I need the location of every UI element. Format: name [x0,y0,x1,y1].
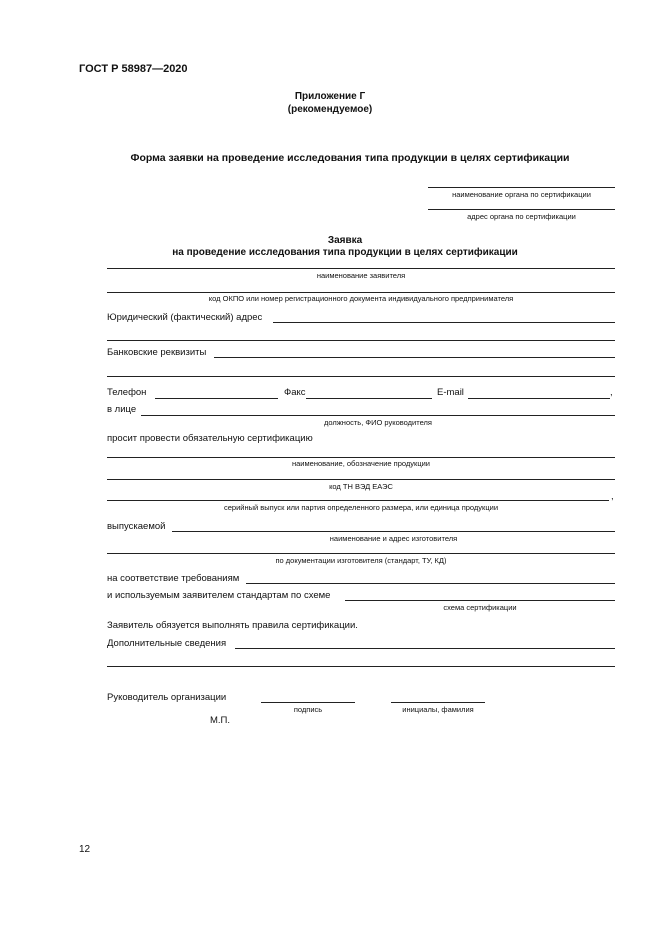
fax-line[interactable] [306,398,432,399]
bank-details-label: Банковские реквизиты [107,347,207,358]
legal-address-line-2[interactable] [107,340,615,341]
compliance-line[interactable] [246,583,615,584]
initials-line[interactable] [391,702,485,703]
applicant-name-caption: наименование заявителя [316,271,406,280]
position-caption: должность, ФИО руководителя [324,418,432,427]
tn-ved-line[interactable] [107,479,615,480]
scheme-line[interactable] [345,600,615,601]
product-name-line[interactable] [107,457,615,458]
email-line[interactable] [468,398,610,399]
documentation-caption: по документации изготовителя (стандарт, ТУ, КД) [275,556,447,565]
additional-info-label: Дополнительные сведения [107,638,227,649]
scheme-caption: схема сертификации [443,603,517,612]
bank-details-line-2[interactable] [107,376,615,377]
compliance-label: на соответствие требованиям [107,573,240,584]
manufactured-label: выпускаемой [107,521,166,532]
phone-line[interactable] [155,398,278,399]
applicant-name-line[interactable] [107,268,615,269]
obligation-text: Заявитель обязуется выполнять правила сертификации. [107,620,358,631]
tn-ved-caption: код ТН ВЭД ЕАЭС [329,482,393,491]
manufacturer-caption: наименование и адрес изготовителя [329,534,458,543]
in-person-label: в лице [107,404,137,415]
documentation-line[interactable] [107,553,615,554]
signature-line[interactable] [261,702,355,703]
okpo-caption: код ОКПО или номер регистрационного документа индивидуального предпринимателя [208,294,514,303]
appendix-title: Приложение Г [294,91,366,102]
stamp-label: М.П. [210,715,231,726]
request-text: просит провести обязательную сертификацию [107,433,313,444]
legal-address-label: Юридический (фактический) адрес [107,312,263,323]
application-subtitle: на проведение исследования типа продукции в целях сертификации [172,247,518,258]
additional-info-line-2[interactable] [107,666,615,667]
appendix-subtitle: (рекомендуемое) [287,104,373,115]
series-caption: серийный выпуск или партия определенного размера, или единица продукции [223,503,499,512]
legal-address-line[interactable] [273,322,615,323]
org-address-line[interactable] [428,209,615,210]
org-address-caption: адрес органа по сертификации [467,212,576,221]
org-name-caption: наименование органа по сертификации [452,190,591,199]
in-person-line[interactable] [141,415,615,416]
okpo-line[interactable] [107,292,615,293]
product-name-caption: наименование, обозначение продукции [291,459,430,468]
bank-details-line[interactable] [214,357,615,358]
email-comma: , [610,387,613,398]
org-name-line[interactable] [428,187,615,188]
email-label: E-mail [437,387,464,398]
additional-info-line[interactable] [235,648,615,649]
head-label: Руководитель организации [107,692,227,703]
application-title: Заявка [327,235,363,246]
phone-label: Телефон [107,387,147,398]
form-title: Форма заявки на проведение исследования типа продукции в целях сертификации [130,152,570,164]
initials-caption: инициалы, фамилия [402,705,474,714]
fax-label: Факс [284,387,306,398]
series-comma: , [611,491,614,502]
document-header: ГОСТ Р 58987—2020 [79,63,188,75]
manufacturer-line[interactable] [172,531,615,532]
standards-scheme-label: и используемым заявителем стандартам по схеме [107,590,331,601]
page-number: 12 [79,844,91,855]
signature-caption: подпись [293,705,323,714]
series-line[interactable] [107,500,609,501]
